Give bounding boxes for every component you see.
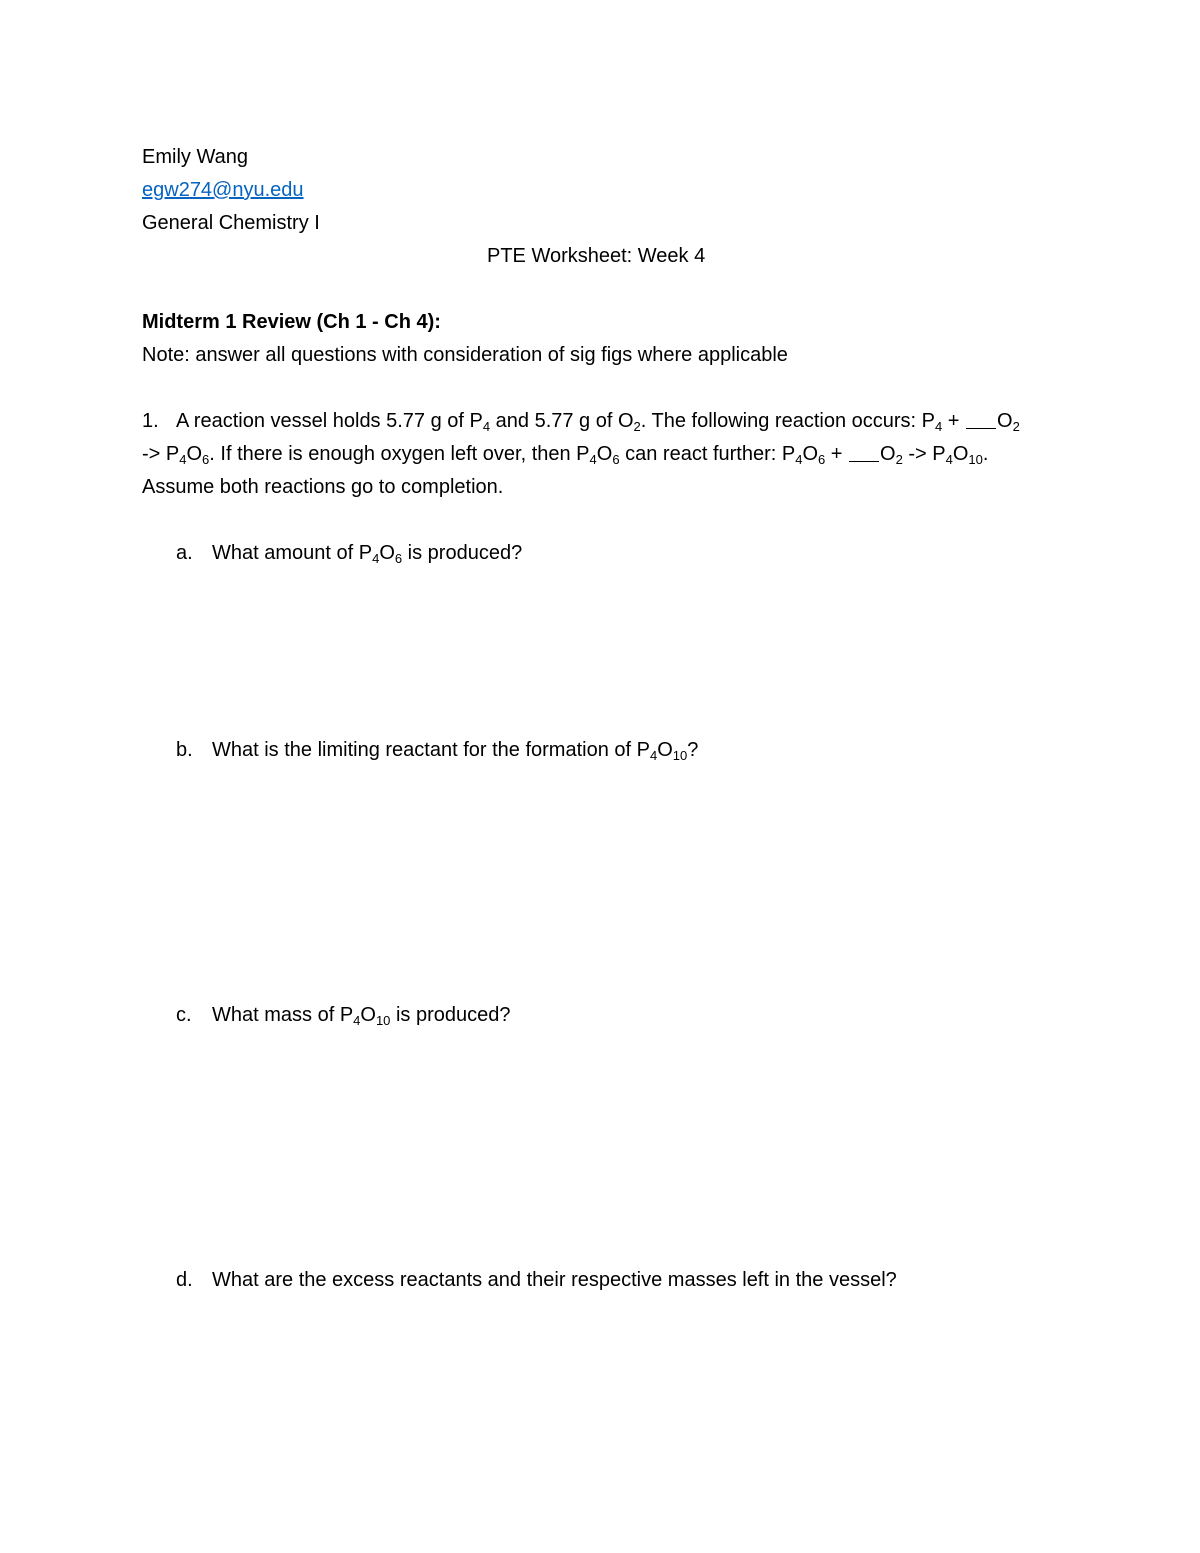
course-name: General Chemistry I [142, 212, 320, 234]
part-text: O [657, 739, 673, 761]
part-label: d. [176, 1269, 193, 1291]
part-text: O [360, 1004, 376, 1026]
question-1-line-2 [142, 441, 988, 467]
subscript: 4 [589, 452, 597, 467]
part-text: O [379, 542, 395, 564]
q1-text: O [880, 443, 896, 465]
q1-text: -> P [142, 443, 180, 465]
student-name: Emily Wang [142, 146, 248, 168]
part-text: What is the limiting reactant for the formation of P [212, 739, 650, 761]
part-label: a. [176, 542, 193, 564]
subscript: 6 [394, 551, 403, 566]
part-text: is produced? [390, 1004, 511, 1026]
worksheet-title: PTE Worksheet: Week 4 [487, 245, 706, 267]
q1-text: -> P [902, 443, 946, 465]
instructions-note: Note: answer all questions with consideration of sig figs where applicable [142, 344, 788, 366]
q1-text: . The following reaction occurs: P [640, 410, 935, 432]
subscript: 4 [945, 452, 953, 467]
q1-text: and 5.77 g of O [490, 410, 634, 432]
question-1d [176, 1267, 897, 1293]
section-heading: Midterm 1 Review (Ch 1 - Ch 4): [142, 311, 441, 333]
question-1a [176, 540, 522, 566]
subscript: 6 [818, 452, 826, 467]
student-email-link[interactable]: egw274@nyu.edu [142, 179, 304, 201]
q1-text: O [802, 443, 818, 465]
question-1-line-1 [142, 408, 1020, 434]
subscript: 4 [179, 452, 187, 467]
question-1c [176, 1002, 511, 1028]
subscript: 4 [649, 748, 658, 763]
subscript: 4 [482, 419, 491, 434]
subscript: 4 [795, 452, 803, 467]
part-text: What mass of P [212, 1004, 354, 1026]
part-label: c. [176, 1004, 192, 1026]
question-1b [176, 737, 698, 763]
subscript: 10 [968, 452, 983, 467]
part-text: ? [687, 739, 699, 761]
subscript: 6 [612, 452, 620, 467]
subscript: 10 [672, 748, 688, 763]
q1-text: O [952, 443, 969, 465]
coefficient-blank[interactable] [966, 410, 996, 429]
q1-text: . [982, 443, 989, 465]
q1-text: O [596, 443, 613, 465]
subscript: 4 [372, 551, 380, 566]
coefficient-blank[interactable] [849, 443, 879, 462]
q1-text: O [186, 443, 203, 465]
part-text: is produced? [402, 542, 523, 564]
subscript: 10 [375, 1013, 391, 1028]
subscript: 4 [353, 1013, 361, 1028]
q1-text: can react further: P [619, 443, 796, 465]
subscript: 2 [895, 452, 903, 467]
subscript: 4 [934, 419, 943, 434]
part-label: b. [176, 739, 193, 761]
q1-text: + [942, 410, 966, 432]
subscript: 6 [202, 452, 210, 467]
subscript: 2 [633, 419, 641, 434]
q1-text: . If there is enough oxygen left over, then P [209, 443, 590, 465]
part-text: What amount of P [212, 542, 373, 564]
part-text: What are the excess reactants and their respective masses left in the vessel? [212, 1269, 897, 1291]
q1-text: + [825, 443, 849, 465]
subscript: 2 [1012, 419, 1020, 434]
q1-text: O [997, 410, 1013, 432]
question-1-line-3: Assume both reactions go to completion. [142, 476, 504, 498]
question-number: 1. [142, 410, 159, 432]
q1-text: A reaction vessel holds 5.77 g of P [176, 410, 483, 432]
